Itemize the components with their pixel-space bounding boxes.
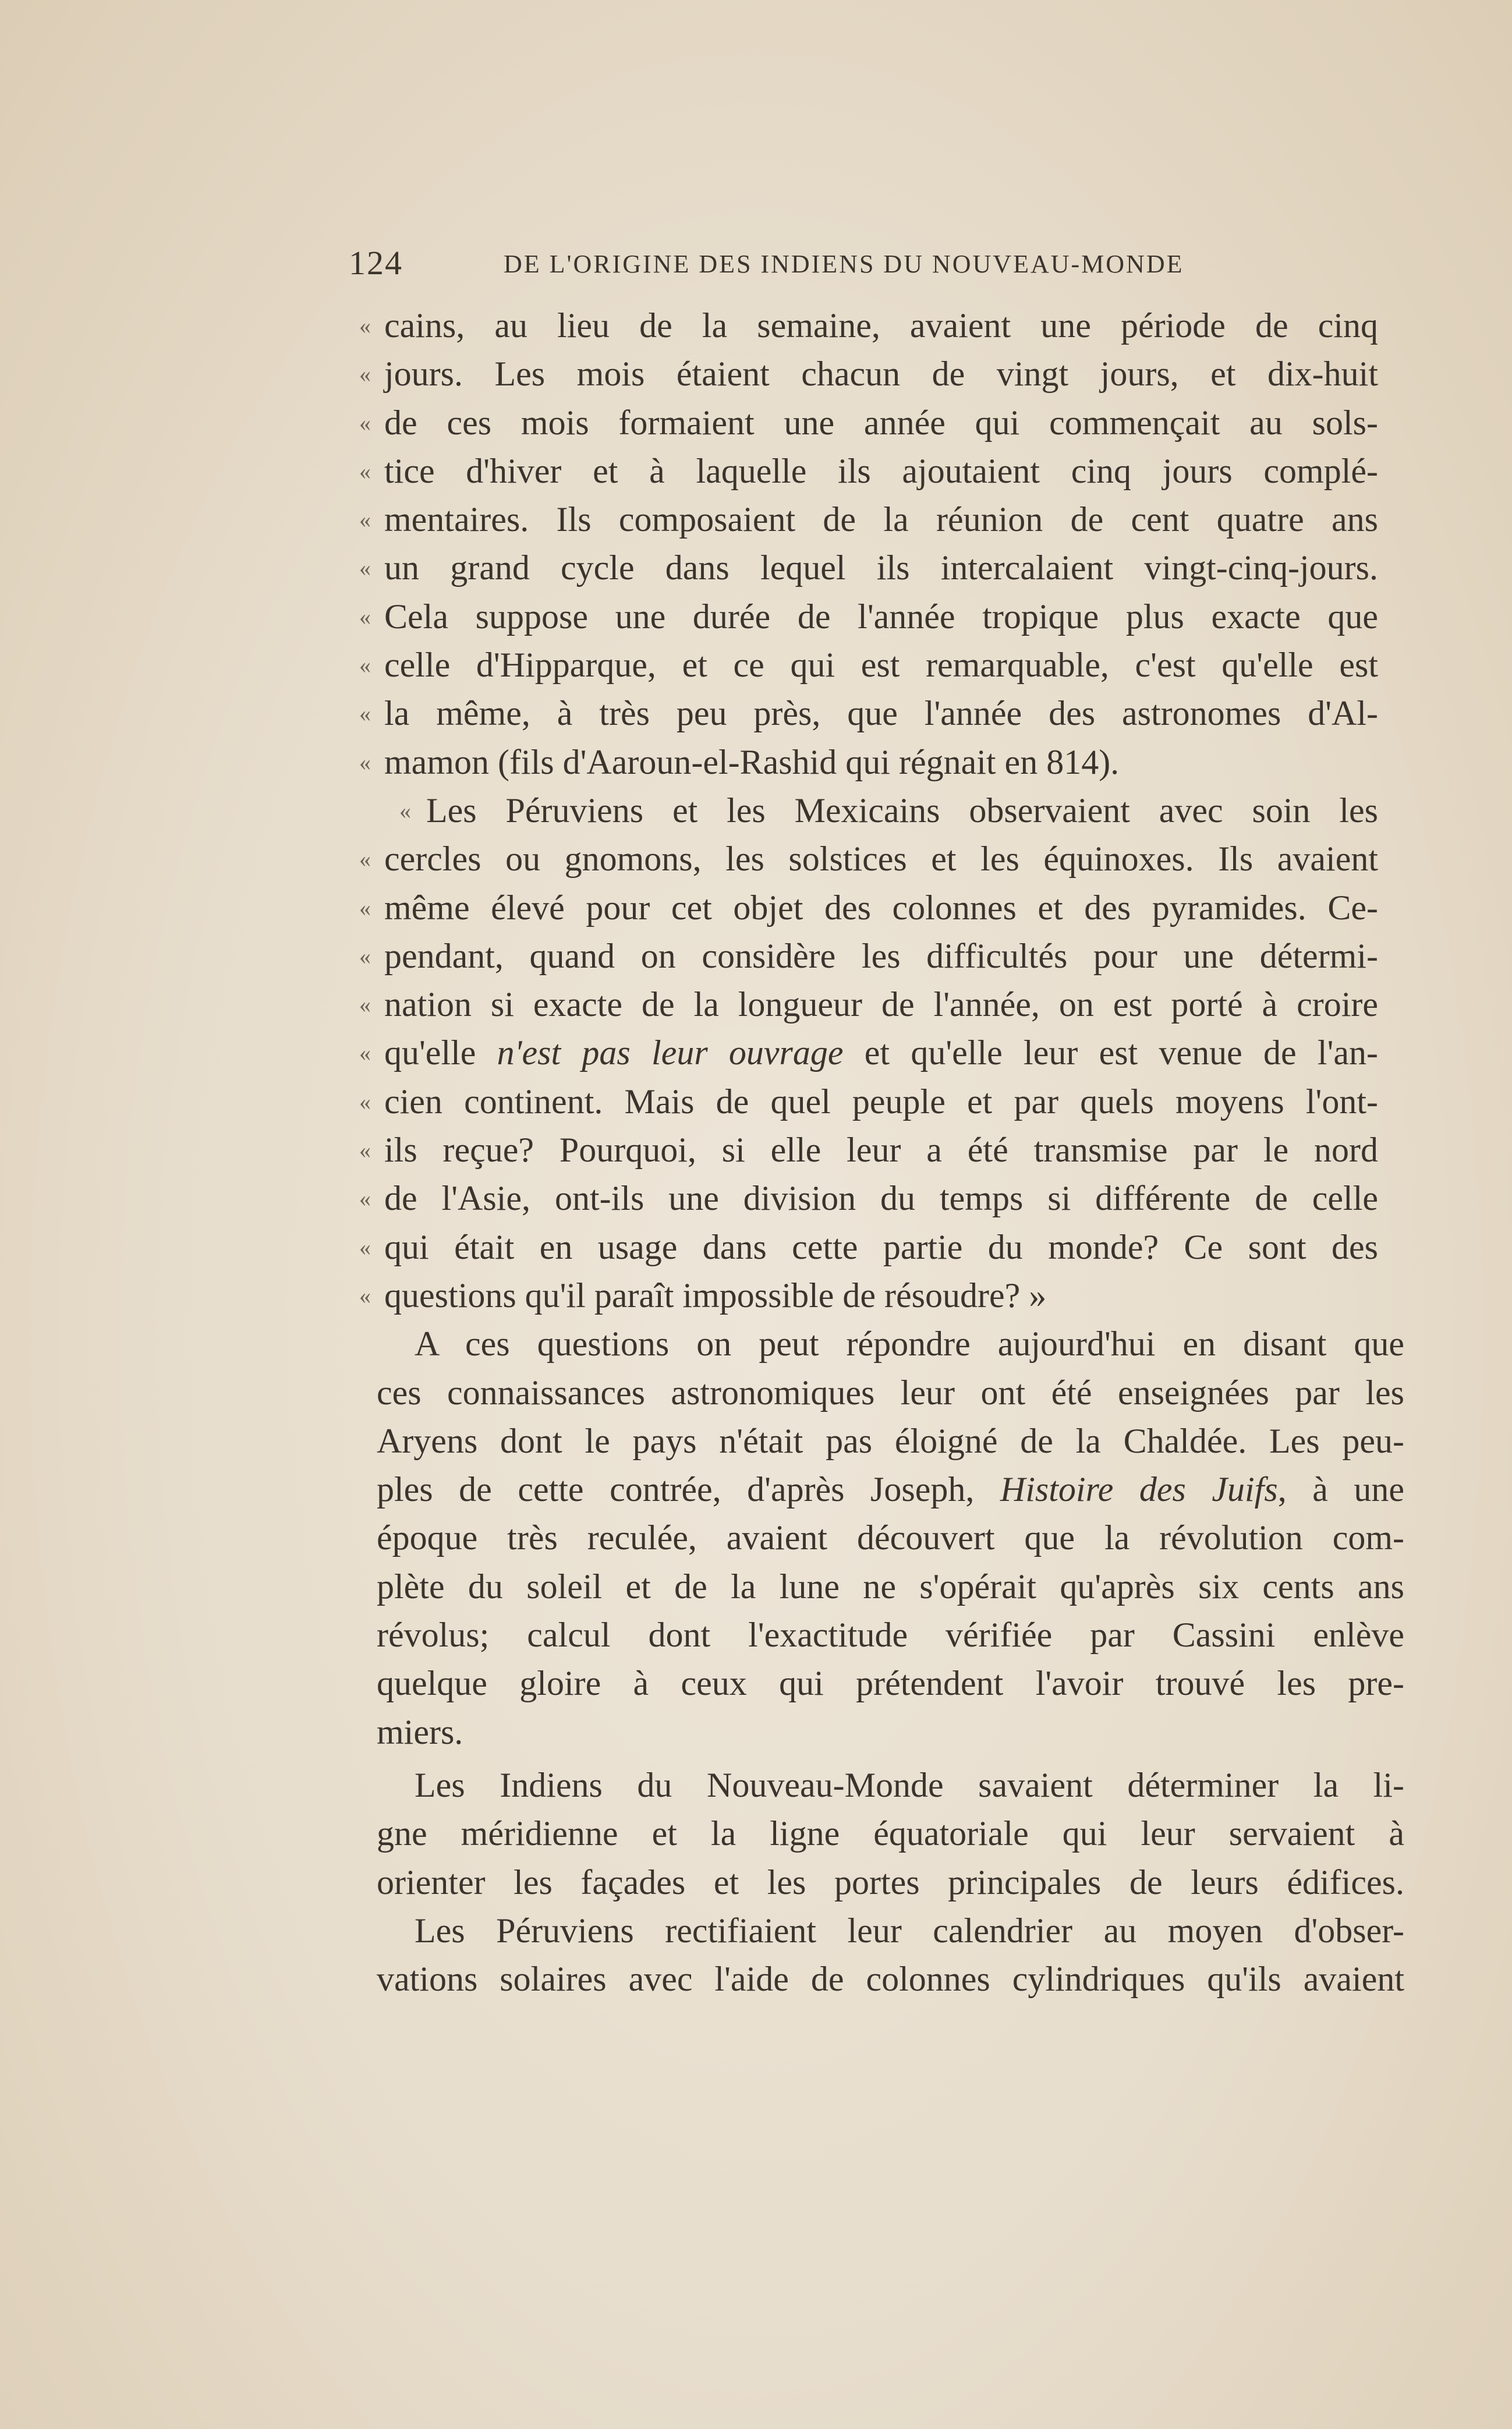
- text-segment: révolus; calcul dont l'exactitude vérifiée par Cassini enlève: [377, 1616, 1404, 1655]
- quotation-mark: «: [359, 361, 371, 388]
- quotation-mark: «: [359, 1282, 371, 1309]
- line-text: [384, 447, 1378, 495]
- text-segment: cains, au lieu de la semaine, avaient une période de cinq: [384, 306, 1378, 345]
- line-text: [384, 1078, 1378, 1126]
- quotation-mark: «: [359, 507, 371, 533]
- text-segment: cien continent. Mais de quel peuple et par quels moyens l'ont-: [384, 1082, 1378, 1121]
- line-text: [384, 835, 1378, 883]
- text-segment: , à une: [1277, 1470, 1405, 1509]
- text-segment: un grand cycle dans lequel ils intercalaient vingt-cinq-jours.: [384, 548, 1378, 587]
- text-line: [359, 593, 1404, 641]
- text-line: [359, 1078, 1404, 1126]
- line-text: [377, 1708, 1404, 1757]
- line-text: [377, 1563, 1404, 1611]
- text-segment: jours. Les mois étaient chacun de vingt jours, et dix-huit: [384, 355, 1378, 394]
- text-line: [359, 1223, 1404, 1272]
- page-number: 124: [349, 244, 403, 282]
- line-text: [384, 884, 1378, 932]
- quotation-mark: «: [359, 555, 371, 582]
- text-line: [359, 980, 1404, 1029]
- text-segment: ples de cette contrée, d'après Joseph,: [377, 1470, 1000, 1509]
- text-segment: miers.: [377, 1712, 463, 1751]
- text-line: [359, 1955, 1404, 2003]
- text-segment: Aryens dont le pays n'était pas éloigné de la Chaldée. Les peu-: [377, 1421, 1404, 1460]
- text-segment: vations solaires avec l'aide de colonnes cylindriques qu'ils avaient: [377, 1960, 1404, 1999]
- text-line: [359, 544, 1404, 592]
- line-text: [384, 980, 1378, 1029]
- quotation-mark: «: [359, 992, 371, 1018]
- italic-text: n'est pas leur ouvrage: [497, 1033, 844, 1072]
- text-line: [359, 1272, 1404, 1320]
- text-line: [359, 932, 1404, 980]
- line-text: [377, 1514, 1404, 1562]
- text-line: [359, 1858, 1404, 1907]
- text-segment: ces connaissances astronomiques leur ont été enseignées par les: [377, 1373, 1404, 1412]
- text-segment: ils reçue? Pourquoi, si elle leur a été transmise par le nord: [384, 1131, 1378, 1170]
- line-text: [384, 1126, 1378, 1174]
- line-text: [377, 1369, 1404, 1417]
- text-segment: gne méridienne et la ligne équatoriale qui leur servaient à: [377, 1814, 1404, 1853]
- line-text: [384, 689, 1378, 738]
- text-line: [359, 835, 1404, 883]
- text-line: [359, 1659, 1404, 1708]
- text-line: [359, 1514, 1404, 1562]
- line-text: [384, 495, 1378, 544]
- line-text: [415, 1320, 1404, 1368]
- quotation-mark: «: [359, 943, 371, 969]
- quotation-mark: «: [359, 603, 371, 630]
- text-segment: époque très reculée, avaient découvert que la révolution com-: [377, 1518, 1404, 1557]
- text-segment: questions qu'il paraît impossible de résoudre? »: [384, 1276, 1047, 1315]
- text-segment: tice d'hiver et à laquelle ils ajoutaient cinq jours complé-: [384, 451, 1378, 490]
- line-text: [384, 641, 1378, 689]
- text-segment: plète du soleil et de la lune ne s'opérait qu'après six cents ans: [377, 1567, 1404, 1606]
- text-segment: cercles ou gnomons, les solstices et les équinoxes. Ils avaient: [384, 840, 1378, 879]
- line-text: [415, 1907, 1404, 1955]
- text-segment: mamon (fils d'Aaroun-el-Rashid qui régnait en 814).: [384, 742, 1120, 781]
- text-segment: celle d'Hipparque, et ce qui est remarquable, c'est qu'elle est: [384, 646, 1378, 685]
- text-line: [359, 1369, 1404, 1417]
- text-line: [359, 350, 1404, 398]
- line-text: [384, 932, 1378, 980]
- text-segment: mentaires. Ils composaient de la réunion de cent quatre ans: [384, 500, 1378, 539]
- line-text: [377, 1465, 1404, 1514]
- quotation-mark: «: [359, 1137, 371, 1164]
- quotation-mark: «: [399, 797, 411, 824]
- line-text: [377, 1417, 1404, 1465]
- line-text: [384, 302, 1378, 350]
- line-text: [384, 399, 1378, 447]
- quotation-mark: «: [359, 1234, 371, 1260]
- line-text: [384, 1029, 1378, 1077]
- text-segment: même élevé pour cet objet des colonnes et des pyramides. Ce-: [384, 888, 1378, 927]
- running-title: DE L'ORIGINE DES INDIENS DU NOUVEAU-MONDE: [504, 250, 1184, 278]
- text-line: [359, 641, 1404, 689]
- text-line: [359, 1320, 1404, 1368]
- line-text: [377, 1611, 1404, 1659]
- text-segment: quelque gloire à ceux qui prétendent l'avoir trouvé les pre-: [377, 1664, 1404, 1703]
- text-segment: Les Péruviens et les Mexicains observaient avec soin les: [426, 791, 1378, 830]
- text-line: [359, 399, 1404, 447]
- line-text: [377, 1955, 1404, 2003]
- italic-text: Histoire des Juifs: [1000, 1470, 1278, 1509]
- line-text: [384, 1272, 1378, 1320]
- line-text: [384, 544, 1378, 592]
- text-segment: qui était en usage dans cette partie du monde? Ce sont des: [384, 1227, 1378, 1266]
- text-line: [359, 738, 1404, 787]
- quotation-mark: «: [359, 313, 371, 339]
- line-text: [384, 1174, 1378, 1223]
- text-segment: nation si exacte de la longueur de l'année, on est porté à croire: [384, 985, 1378, 1024]
- text-segment: et qu'elle leur est venue de l'an-: [843, 1033, 1378, 1072]
- text-line: [359, 1810, 1404, 1858]
- line-text: [384, 738, 1378, 787]
- line-text: [415, 1761, 1404, 1810]
- text-line: [359, 1465, 1404, 1514]
- text-line: [359, 1417, 1404, 1465]
- text-line: [359, 1563, 1404, 1611]
- text-line: [359, 447, 1404, 495]
- quotation-mark: «: [359, 409, 371, 436]
- text-line: [359, 1174, 1404, 1223]
- text-line: [359, 1611, 1404, 1659]
- quotation-mark: «: [359, 1185, 371, 1212]
- text-line: [359, 1761, 1404, 1810]
- text-line: [359, 302, 1404, 350]
- text-segment: de l'Asie, ont-ils une division du temps si différente de celle: [384, 1179, 1378, 1218]
- line-text: [377, 1659, 1404, 1708]
- text-segment: la même, à très peu près, que l'année des astronomes d'Al-: [384, 694, 1378, 733]
- quotation-mark: «: [359, 846, 371, 873]
- text-segment: orienter les façades et les portes principales de leurs édifices.: [377, 1863, 1404, 1902]
- running-header: [349, 243, 1379, 284]
- text-line: [359, 1708, 1404, 1757]
- text-line: [359, 1126, 1404, 1174]
- quotation-mark: «: [359, 894, 371, 921]
- quotation-mark: «: [359, 700, 371, 727]
- text-line: [359, 787, 1404, 835]
- quotation-mark: «: [359, 458, 371, 484]
- text-segment: Les Indiens du Nouveau-Monde savaient déterminer la li-: [415, 1765, 1404, 1804]
- quotation-mark: «: [359, 1088, 371, 1115]
- line-text: [384, 593, 1378, 641]
- quotation-mark: «: [359, 1040, 371, 1067]
- line-text: [377, 1810, 1404, 1858]
- body-text: [359, 302, 1404, 2003]
- text-segment: de ces mois formaient une année qui commençait au sols-: [384, 403, 1378, 442]
- text-line: [359, 1907, 1404, 1955]
- quotation-mark: «: [359, 652, 371, 679]
- line-text: [384, 350, 1378, 398]
- text-segment: Les Péruviens rectifiaient leur calendrier au moyen d'obser-: [415, 1911, 1404, 1950]
- text-segment: Cela suppose une durée de l'année tropique plus exacte que: [384, 597, 1378, 636]
- text-line: [359, 884, 1404, 932]
- text-line: [359, 689, 1404, 738]
- text-line: [359, 495, 1404, 544]
- text-segment: pendant, quand on considère les difficultés pour une détermi-: [384, 936, 1378, 975]
- quotation-mark: «: [359, 749, 371, 776]
- text-line: [359, 1029, 1404, 1077]
- line-text: [384, 1223, 1378, 1272]
- text-segment: A ces questions on peut répondre aujourd'hui en disant que: [415, 1325, 1404, 1364]
- line-text: [426, 787, 1378, 835]
- text-segment: qu'elle: [384, 1033, 497, 1072]
- line-text: [377, 1858, 1404, 1907]
